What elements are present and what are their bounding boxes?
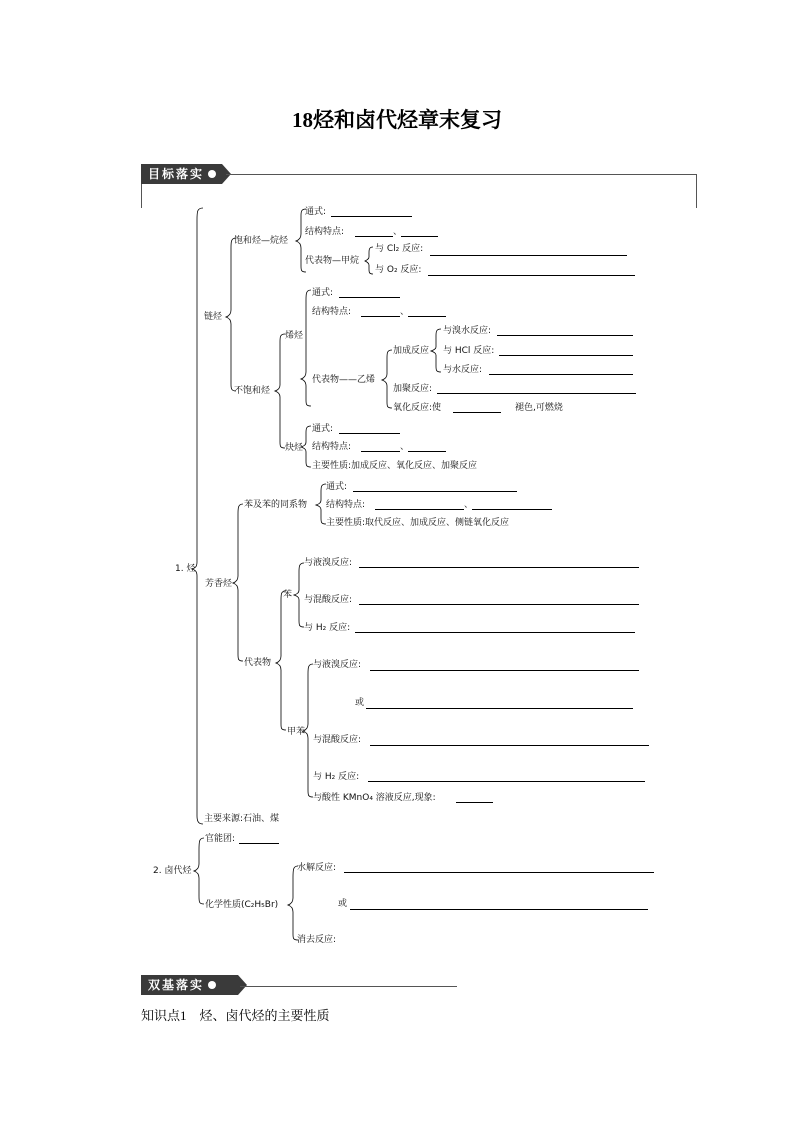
brace-chem-props <box>288 866 298 940</box>
polymerization-label: 加聚反应: <box>393 384 433 394</box>
bz-h2-blank[interactable] <box>355 632 635 633</box>
methane-o2-blank[interactable] <box>428 275 635 276</box>
alkane-formula-label: 通式: <box>305 207 327 217</box>
brace-ethylene <box>382 350 392 408</box>
brace-representative <box>276 591 286 730</box>
arom-struct-blank-2[interactable] <box>472 509 552 510</box>
bz-h2-label: 与 H₂ 反应: <box>304 623 351 633</box>
arom-struct-sep: 、 <box>464 500 474 510</box>
node-chem-props: 化学性质(C₂H₅Br) <box>205 900 279 910</box>
arom-struct-label: 结构特点: <box>326 500 366 510</box>
bromine-water-blank[interactable] <box>497 335 633 336</box>
node-ethylene: 代表物——乙烯 <box>312 375 376 385</box>
functional-group-blank[interactable] <box>239 843 279 844</box>
alkane-struct-blank-2[interactable] <box>401 236 438 237</box>
alkyne-struct-sep: 、 <box>400 442 410 452</box>
node-saturated: 饱和烃—烷烃 <box>234 236 289 246</box>
alkyne-formula-blank[interactable] <box>339 433 400 434</box>
section-banner-label: 目标落实 <box>148 167 205 181</box>
bz-br-blank[interactable] <box>359 567 639 568</box>
tol-hno3-blank[interactable] <box>370 745 649 746</box>
section2-rule <box>240 986 457 987</box>
tol-hno3-label: 与混酸反应: <box>313 735 362 745</box>
bullet-icon-2 <box>208 981 216 989</box>
section-banner-basics <box>141 975 238 995</box>
sources: 主要来源:石油、煤 <box>204 814 280 824</box>
page-title: 18烃和卤代烃章末复习 <box>292 108 502 132</box>
node-toluene: 甲苯 <box>287 727 306 737</box>
alkyne-struct-blank-1[interactable] <box>361 451 400 452</box>
brace-benzene-homologs <box>316 484 326 524</box>
oxidation-label-a: 氧化反应:使 <box>393 403 442 413</box>
methane-o2-label: 与 O₂ 反应: <box>375 265 422 275</box>
brace-alkene <box>301 290 311 406</box>
brace-unsaturated <box>275 334 285 448</box>
alkene-struct-blank-1[interactable] <box>361 316 400 317</box>
alkene-formula-label: 通式: <box>312 288 334 298</box>
alkene-struct-sep: 、 <box>400 307 410 317</box>
arom-props: 主要性质:取代反应、加成反应、侧链氧化反应 <box>326 518 510 528</box>
node-methane: 代表物—甲烷 <box>305 256 360 266</box>
brace-methane <box>365 247 373 274</box>
hcl-blank[interactable] <box>499 355 633 356</box>
hyd-or-blank[interactable] <box>350 909 648 910</box>
bz-hno3-label: 与混酸反应: <box>304 595 353 605</box>
methane-cl2-blank[interactable] <box>430 255 627 256</box>
brace-aromatic <box>233 504 243 661</box>
tol-or-blank[interactable] <box>366 708 633 709</box>
node-chain: 链烃 <box>204 312 223 322</box>
water-label: 与水反应: <box>443 365 483 375</box>
brace-haloalkane <box>194 838 204 904</box>
oxidation-label-b: 褪色,可燃烧 <box>515 403 563 413</box>
node-aromatic: 芳香烃 <box>205 579 233 589</box>
polymerization-blank[interactable] <box>437 393 636 394</box>
bz-hno3-blank[interactable] <box>359 604 639 605</box>
node-addition: 加成反应 <box>393 346 430 356</box>
arom-formula-label: 通式: <box>326 482 348 492</box>
tol-kmno4-label: 与酸性 KMnO₄ 溶液反应,现象: <box>313 793 436 803</box>
brace-addition <box>431 329 441 372</box>
oxidation-blank[interactable] <box>453 412 501 413</box>
node-benzene-homologs: 苯及苯的同系物 <box>244 500 308 510</box>
alkyne-struct-blank-2[interactable] <box>408 451 446 452</box>
node-hydrocarbon: 1. 烃 <box>175 564 196 574</box>
hydrolysis-label: 水解反应: <box>297 863 337 873</box>
node-alkyne: 炔烃 <box>285 443 304 453</box>
brace-chain <box>226 238 236 391</box>
node-unsaturated: 不饱和烃 <box>234 386 271 396</box>
section-banner-label-2: 双基落实 <box>148 978 205 992</box>
bz-br-label: 与液溴反应: <box>304 558 353 568</box>
alkyne-struct-label: 结构特点: <box>312 442 352 452</box>
water-blank[interactable] <box>489 374 633 375</box>
alkane-formula-blank[interactable] <box>331 216 412 217</box>
tol-br-label: 与液溴反应: <box>313 660 362 670</box>
brace-benzene <box>294 563 304 627</box>
hyd-or-label: 或 <box>338 899 348 909</box>
arom-formula-blank[interactable] <box>353 491 517 492</box>
brace-hydrocarbon <box>192 208 203 824</box>
node-representative: 代表物 <box>244 658 272 668</box>
functional-group-label: 官能团: <box>205 834 236 844</box>
alkane-struct-blank-1[interactable] <box>355 236 393 237</box>
hcl-label: 与 HCl 反应: <box>443 346 495 356</box>
hydrolysis-blank[interactable] <box>344 872 654 873</box>
node-benzene: 苯 <box>283 590 293 600</box>
bromine-water-label: 与溴水反应: <box>443 326 492 336</box>
tol-or-label: 或 <box>355 698 365 708</box>
tol-kmno4-blank[interactable] <box>456 802 493 803</box>
methane-cl2-label: 与 Cl₂ 反应: <box>375 244 424 254</box>
tol-h2-blank[interactable] <box>368 781 645 782</box>
node-haloalkane: 2. 卤代烃 <box>153 866 192 876</box>
tol-h2-label: 与 H₂ 反应: <box>313 772 360 782</box>
arom-struct-blank-1[interactable] <box>375 509 464 510</box>
alkane-struct-sep: 、 <box>393 227 403 237</box>
elimination-label: 消去反应: <box>297 935 337 945</box>
knowledge-point-heading: 知识点1 烃、卤代烃的主要性质 <box>141 1008 330 1023</box>
tol-br-blank[interactable] <box>370 670 639 671</box>
alkene-struct-blank-2[interactable] <box>408 316 446 317</box>
alkyne-formula-label: 通式: <box>312 424 334 434</box>
alkene-formula-blank[interactable] <box>339 297 400 298</box>
alkyne-props: 主要性质:加成反应、氧化反应、加聚反应 <box>312 461 478 471</box>
alkane-struct-label: 结构特点: <box>305 227 345 237</box>
alkene-struct-label: 结构特点: <box>312 307 352 317</box>
node-alkene: 烯烃 <box>285 331 304 341</box>
